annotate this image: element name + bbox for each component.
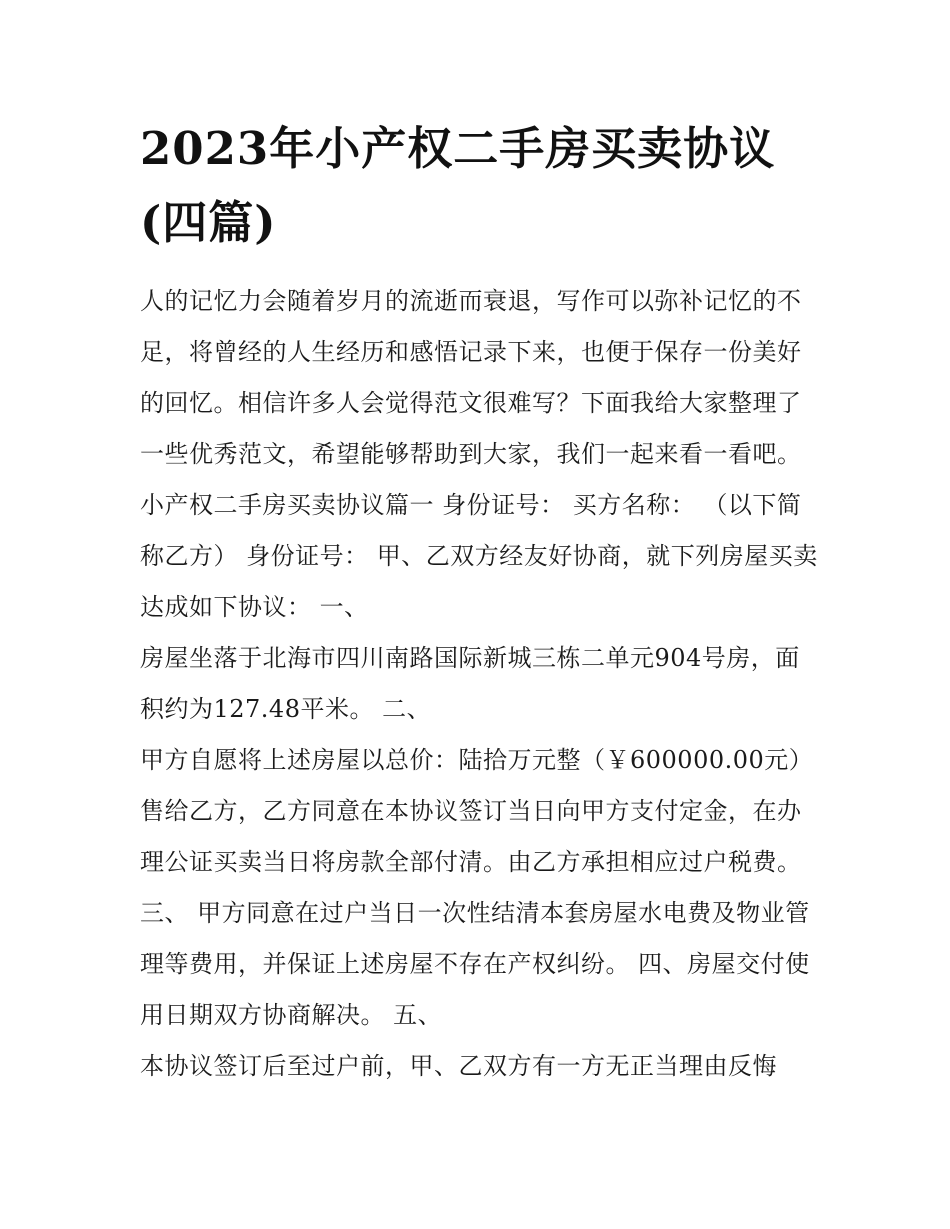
agreement-opening-paragraph: 小产权二手房买卖协议篇一 身份证号： 买方名称： （以下简称乙方） 身份证号： 甲、乙双方经友好协商，就下列房屋买卖达成如下协议： 一、 bbox=[140, 491, 818, 621]
document-body bbox=[140, 276, 820, 1092]
clause-one-paragraph: 房屋坐落于北海市四川南路国际新城三栋二单元904号房，面积约为127.48平米。 二、 bbox=[140, 644, 800, 723]
document-title: 2023年小产权二手房买卖协议(四篇) bbox=[140, 122, 776, 249]
clause-five-paragraph: 本协议签订后至过户前，甲、乙双方有一方无正当理由反悔 bbox=[140, 1052, 777, 1080]
intro-paragraph: 人的记忆力会随着岁月的流逝而衰退，写作可以弥补记忆的不足，将曾经的人生经历和感悟记录下来，也便于保存一份美好的回忆。相信许多人会觉得范文很难写？下面我给大家整理了一些优秀范文，希望能够帮助到大家，我们一起来看一看吧。 bbox=[140, 287, 802, 468]
clause-two-to-five-paragraph: 甲方自愿将上述房屋以总价：陆拾万元整（￥600000.00元）售给乙方，乙方同意在本协议签订当日向甲方支付定金，在办理公证买卖当日将房款全部付清。由乙方承担相应过户税费。 三、 甲方同意在过户当日一次性结清本套房屋水电费及物业管理等费用，并保证上述房屋不存在产权纠纷。 四、房屋交付使用日期双方协商解决。 五、 bbox=[140, 746, 814, 1029]
